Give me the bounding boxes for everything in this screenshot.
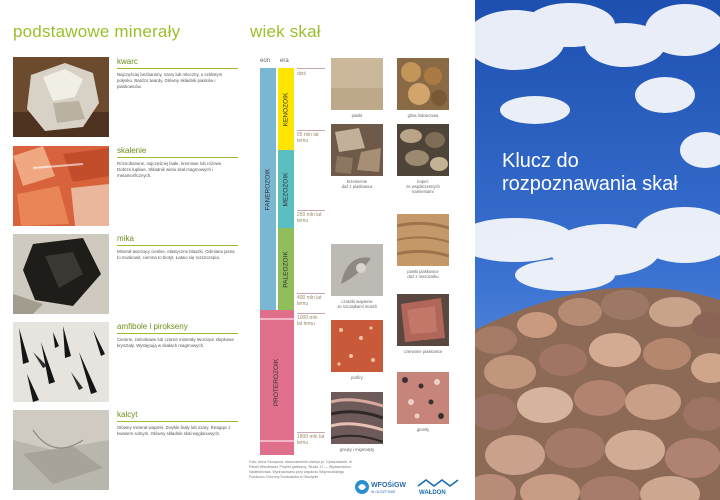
rock-porphyry (331, 320, 383, 380)
rock-caption: granity (416, 427, 430, 432)
rock-sandstone-limestone (397, 214, 449, 279)
tick-label: dziś (297, 71, 306, 77)
rock-gneiss (331, 392, 383, 452)
logo1-sub: W OLSZTYNIE (371, 490, 396, 494)
tick-label: 250 mln lat temu (297, 212, 322, 224)
divider (117, 245, 238, 246)
mica-photo (13, 234, 109, 314)
tick-line (297, 432, 325, 433)
rock-caption: piaski (351, 113, 363, 118)
mineral-name: kalcyt (117, 410, 138, 419)
era-header: era (280, 58, 289, 64)
cover-panel (475, 0, 720, 500)
mineral-feldspar (13, 146, 238, 226)
cover-photo (475, 0, 720, 500)
divider (117, 421, 238, 422)
rock-caption: krzemienie daż z piaskowca (341, 179, 373, 189)
mineral-calcite (13, 410, 238, 490)
tick-line (297, 68, 325, 69)
calcite-photo (13, 410, 109, 490)
mineral-name: kwarc (117, 57, 138, 66)
tick-line (297, 293, 325, 294)
quartz-photo (13, 57, 109, 137)
era-label: PALEOZOIK (282, 250, 290, 288)
mineral-name: mika (117, 234, 134, 243)
rock-flint (331, 124, 383, 189)
mineral-desc: Główny minerał wapieni. Zwykle biały lub szary. Reaguje z kwasem solnym. Główny składnik skał węglanowych. (117, 425, 231, 436)
rock-pebbles (397, 124, 449, 194)
timeline-panel (240, 0, 475, 500)
stripe (260, 440, 294, 442)
rock-caption: czaszki wapienie ze szczątkami muszli (337, 299, 377, 309)
divider (117, 157, 238, 158)
minerals-panel (0, 0, 240, 500)
rock-caption: gnejsy i migmatyty (339, 447, 375, 452)
era-paleozoik (278, 228, 294, 310)
mineral-mica (13, 234, 238, 314)
credits-text: Foto: Anna Szczęsna, www.kamienie.olsztyn.pl. Opracowanie: dr Paweł Wiśniewski. Projekt graficzny: Studio 17 — Wydawnictwo Nadleśnictwa. Wydrukowano przy wsparciu Wojewódzkiego Funduszu Ochrony Środowiska w Olsztynie. (249, 460, 353, 479)
mineral-desc: Ciemne, zielonkawe lub czarne minerały tworzące słupkowe kryształy. Występują w skałach magmowych. (117, 337, 234, 348)
mineral-quartz (13, 57, 238, 137)
tick-line (297, 210, 325, 211)
eon-fanerozoik (260, 68, 276, 310)
logo2-text: WAŁDON (419, 490, 446, 496)
divider (117, 333, 238, 334)
rock-caption: porfiry (351, 375, 363, 380)
rock-granite (397, 372, 449, 432)
era-kenozoik (278, 68, 294, 150)
waldon-logo (416, 476, 460, 496)
rock-till (397, 58, 449, 118)
eon-header: eon (260, 58, 271, 64)
mineral-desc: Minerał tworzący cienkie, elastyczne blaszki. Odmiana jasna to muskowit, ciemna to biotyt. Łatwo się rozszczepia. (117, 249, 235, 260)
era-label: KENOZOIK (282, 92, 290, 126)
tick-line (297, 130, 325, 131)
feldspar-photo (13, 146, 109, 226)
mineral-desc: Różnobarwne, najczęściej białe, kremowe lub różowe. Dobrze łupliwe. Składnik wielu skał magmowych i metamorficznych. (117, 161, 223, 178)
rock-fossil-limestone (331, 244, 383, 309)
eon-label: FANEROZOIK (264, 168, 272, 210)
era-mezozoik (278, 150, 294, 228)
minerals-title: podstawowe minerały (13, 22, 181, 41)
mineral-name: amfibole i pirokseny (117, 322, 188, 331)
rock-sand (331, 58, 383, 118)
era-label: PROTEROZOIK (273, 358, 281, 407)
tick-label: 1000 mln lat temu (297, 315, 318, 327)
cover-title: Klucz do rozpoznawania skał (502, 150, 678, 195)
rock-red-sandstone (397, 294, 449, 354)
era-label: MEZOZOIK (282, 172, 290, 206)
wfosigw-logo (354, 478, 408, 496)
rock-caption: czerwone piaskowce (403, 349, 443, 354)
amphibole-photo (13, 322, 109, 402)
logo1-text: WFOŚiGW (371, 482, 406, 489)
rock-caption: piaski piaskowce daż z mezozoiku (407, 269, 439, 279)
rock-caption: glina lodowcowa (407, 113, 439, 118)
mineral-amphibole (13, 322, 238, 402)
timeline-title: wiek skał (250, 22, 321, 41)
mineral-desc: Najczęściej bezbarwny, szary lub mleczny, o szklistym połysku. Bardzo twardy. Główny składnik piasków i piaskowców. (117, 72, 223, 89)
stripe (260, 318, 294, 320)
rock-caption: kopeć ze współczesnych kamieniami (406, 179, 440, 194)
tick-label: 400 mln lat temu (297, 295, 322, 307)
tick-line (297, 313, 325, 314)
tick-label: 65 mln lat temu (297, 132, 319, 144)
tick-label: 1800 mln lat temu (297, 434, 325, 446)
era-proterozoik (260, 310, 294, 455)
divider (117, 68, 238, 69)
mineral-name: skalenie (117, 146, 147, 155)
